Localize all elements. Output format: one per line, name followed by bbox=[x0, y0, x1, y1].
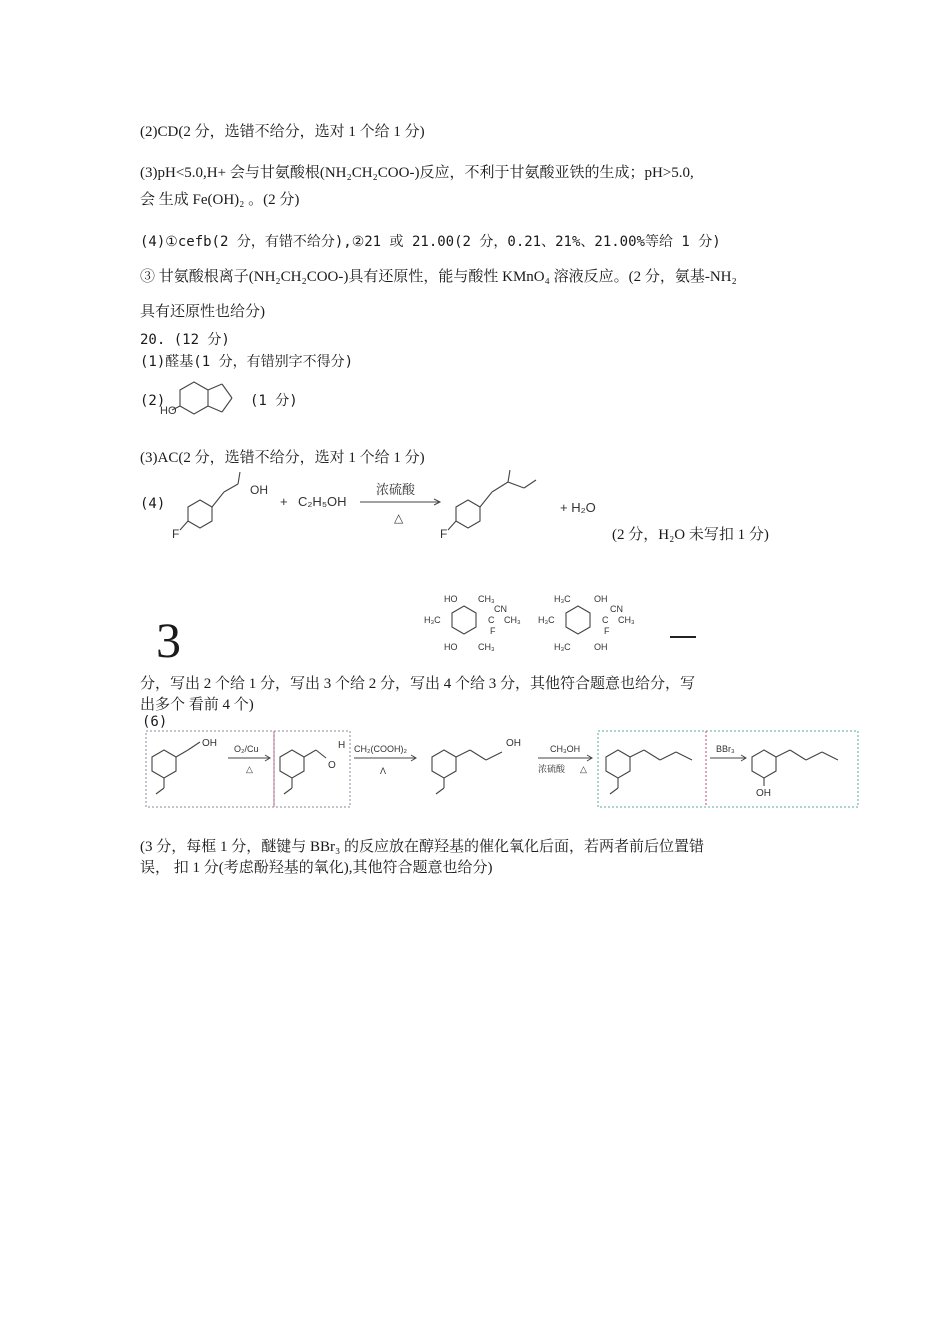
struct-b-h3c-top: H₃C bbox=[554, 594, 571, 604]
struct-b-f: F bbox=[604, 626, 610, 636]
p6-final-oh: OH bbox=[756, 788, 771, 799]
q20-part2-score: (1 分) bbox=[250, 393, 298, 409]
p6-r1: O₂/Cu bbox=[234, 744, 259, 754]
q20-part2-structure bbox=[160, 376, 250, 422]
q20-part6-label: (6) bbox=[142, 714, 168, 730]
q20-part5-structures bbox=[418, 588, 646, 660]
p6-r4: BBr₃ bbox=[716, 744, 735, 754]
q20-part4-delta: △ bbox=[394, 511, 404, 525]
q20-part3: (3)AC(2 分，选错不给分，选对 1 个给 1 分) bbox=[140, 450, 425, 466]
struct-b-h3c-bot: H₃C bbox=[554, 642, 571, 652]
q20-part5-score: 3 bbox=[156, 612, 181, 668]
struct-b-c: C bbox=[602, 615, 609, 625]
p6-r1b: △ bbox=[246, 764, 253, 774]
q20-part4-f: F bbox=[172, 527, 180, 541]
q20-part2-label: (2) bbox=[140, 393, 166, 409]
struct-b-h3c: H₃C bbox=[538, 615, 555, 625]
struct-a-ch3-side: CH₃ bbox=[504, 615, 521, 625]
p6-cooh: OH bbox=[506, 738, 521, 749]
p6-h: H bbox=[338, 740, 346, 751]
struct-b-cn: CN bbox=[610, 604, 623, 614]
struct-a-c: C bbox=[488, 615, 495, 625]
q20-part4-water: + H₂O bbox=[560, 500, 596, 515]
q20-part4-label: (4) bbox=[140, 496, 166, 512]
q20-part1: (1)醛基(1 分，有错别字不得分) bbox=[140, 354, 354, 370]
answer-q4-line3: 具有还原性也给分) bbox=[140, 304, 265, 320]
p6-oh-top: OH bbox=[202, 738, 217, 749]
struct-a-ho-bot: HO bbox=[444, 642, 458, 652]
q20-part4-f2: F bbox=[440, 527, 448, 541]
q20-part4-oh: OH bbox=[250, 483, 268, 497]
p6-o: O bbox=[328, 760, 336, 771]
p6-r3c: △ bbox=[580, 764, 587, 774]
q20-part6-synthesis bbox=[140, 728, 862, 814]
struct-b-oh-top: OH bbox=[594, 594, 608, 604]
struct-a-f: F bbox=[490, 626, 496, 636]
struct-a-ho-top: HO bbox=[444, 594, 458, 604]
dash-mark bbox=[670, 636, 696, 638]
q20-part4-score: (2 分，H₂O 未写扣 1 分) bbox=[612, 527, 769, 543]
q20-header: 20. (12 分) bbox=[140, 332, 230, 348]
q20-part5-line2: 出多个 看前 4 个) bbox=[140, 697, 254, 713]
q20-part4-catalyst: 浓硫酸 bbox=[376, 483, 416, 498]
q20-part4-plus: + bbox=[280, 494, 288, 509]
answer-q4-line1: (4)①cefb(2 分，有错不给分),②21 或 21.00(2 分，0.21、21%、21.00%等给 1 分) bbox=[140, 234, 721, 250]
p6-r3b: 浓硫酸 bbox=[538, 765, 566, 775]
struct-b-ch3-side: CH₃ bbox=[618, 615, 635, 625]
struct-a-cn: CN bbox=[494, 604, 507, 614]
struct-b-oh-bot: OH bbox=[594, 642, 608, 652]
struct-a-ch3-bot: CH₃ bbox=[478, 642, 495, 652]
q20-part6-note1: (3 分，每框 1 分，醚键与 BBr₃ 的反应放在醇羟基的催化氧化后面，若两者前后位置错 bbox=[140, 839, 704, 855]
answer-q3-line1: (3)pH<5.0,H+ 会与甘氨酸根(NH₂CH₂COO-)反应，不利于甘氨酸亚铁的生成；pH>5.0, bbox=[140, 165, 694, 181]
q20-part4-reaction bbox=[168, 466, 608, 546]
q20-part4-reagent: C₂H₅OH bbox=[298, 494, 347, 509]
q20-part6-note2: 误， 扣 1 分(考虑酚羟基的氧化),其他符合题意也给分) bbox=[140, 860, 493, 876]
answer-q3-line2: 会 生成 Fe(OH)₂ 。(2 分) bbox=[140, 192, 300, 208]
q20-part2-ho: HO bbox=[160, 405, 177, 417]
q20-part5-line1: 分，写出 2 个给 1 分，写出 3 个给 2 分，写出 4 个给 3 分，其他符合题意也给分，写 bbox=[140, 676, 696, 692]
answer-q4-line2: ③ 甘氨酸根离子(NH₂CH₂COO-)具有还原性，能与酸性 KMnO₄ 溶液反应。(2 分，氨基-NH₂ bbox=[140, 269, 737, 285]
p6-r2b: Λ bbox=[380, 766, 387, 776]
answer-q2: (2)CD(2 分，选错不给分，选对 1 个给 1 分) bbox=[140, 124, 425, 140]
struct-a-ch3-top: CH₃ bbox=[478, 594, 495, 604]
struct-a-h3c: H₃C bbox=[424, 615, 441, 625]
p6-r2: CH₂(COOH)₂ bbox=[354, 744, 407, 754]
p6-r3: CH₃OH bbox=[550, 744, 581, 754]
